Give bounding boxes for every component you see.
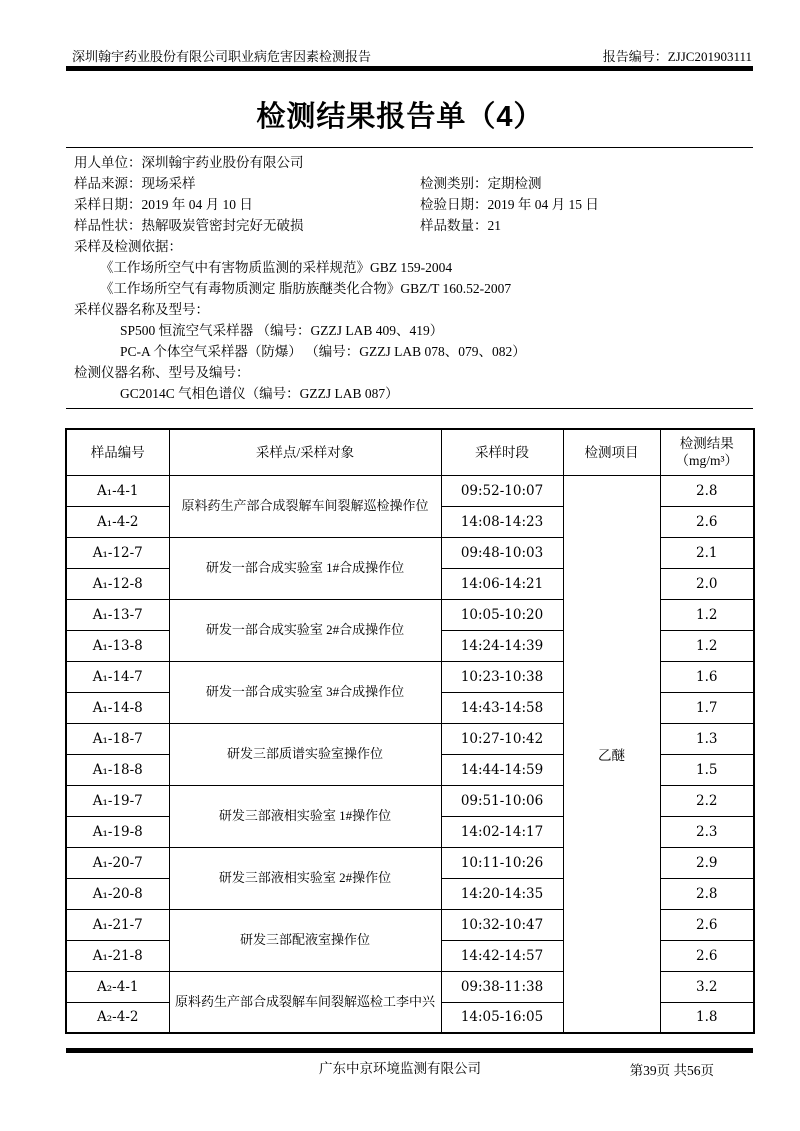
- page-title: 检测结果报告单（4）: [256, 101, 544, 133]
- result-cell: 1.2: [660, 630, 754, 661]
- page-header: [72, 46, 752, 65]
- col-header-result: 检测结果 （mg/m³）: [660, 429, 754, 475]
- sample-id-cell: A₁-20-7: [66, 847, 169, 878]
- result-cell: 2.1: [660, 537, 754, 568]
- results-table: [65, 428, 755, 1034]
- table-row: [66, 475, 754, 506]
- table-header-row: [66, 429, 754, 475]
- instrument-heading: 检测仪器名称、型号及编号：: [74, 365, 250, 380]
- sample-source-label: 样品来源：: [74, 176, 142, 191]
- sample-id-cell: A₁-21-8: [66, 940, 169, 971]
- info-row-source-category: [74, 173, 753, 194]
- footer-page-number: 第39页 共56页: [629, 1063, 714, 1078]
- result-cell: 2.9: [660, 847, 754, 878]
- result-unit: （mg/m³）: [675, 453, 739, 469]
- sample-id-cell: A₁-4-1: [66, 475, 169, 506]
- sample-id-cell: A₁-13-7: [66, 599, 169, 630]
- time-cell: 10:27-10:42: [441, 723, 563, 754]
- info-row-condition-quantity: [74, 215, 753, 236]
- col-header-sample-id: 样品编号: [66, 429, 169, 475]
- info-row-employer: [74, 152, 753, 173]
- time-cell: 14:06-14:21: [441, 568, 563, 599]
- sample-id-cell: A₁-19-8: [66, 816, 169, 847]
- info-row-dates: [74, 194, 753, 215]
- sampler-item: SP500 恒流空气采样器 （编号：GZZJ LAB 409、419）: [120, 323, 444, 338]
- result-cell: 2.3: [660, 816, 754, 847]
- result-cell: 2.0: [660, 568, 754, 599]
- time-cell: 09:38-11:38: [441, 971, 563, 1002]
- sample-id-cell: A₁-14-8: [66, 692, 169, 723]
- title-rule: [66, 147, 753, 148]
- location-cell: 原料药生产部合成裂解车间裂解巡检工李中兴: [169, 971, 441, 1033]
- sampler-item: PC-A 个体空气采样器（防爆） （编号：GZZJ LAB 078、079、082）: [120, 344, 526, 359]
- sample-id-cell: A₁-18-8: [66, 754, 169, 785]
- sample-quantity-label: 样品数量：: [420, 218, 488, 233]
- sample-condition-label: 样品性状：: [74, 218, 142, 233]
- sampling-date-value: 2019 年 04 月 10 日: [141, 197, 253, 212]
- col-header-location: 采样点/采样对象: [169, 429, 441, 475]
- time-cell: 14:08-14:23: [441, 506, 563, 537]
- test-category-value: 定期检测: [487, 176, 542, 191]
- sample-id-cell: A₁-21-7: [66, 909, 169, 940]
- location-cell: 研发三部液相实验室 1#操作位: [169, 785, 441, 847]
- location-cell: 原料药生产部合成裂解车间裂解巡检操作位: [169, 475, 441, 537]
- sample-source-value: 现场采样: [141, 176, 196, 191]
- report-number: 报告编号：ZJJC201903111: [602, 49, 752, 64]
- sample-id-cell: A₁-19-7: [66, 785, 169, 816]
- sample-id-cell: A₁-4-2: [66, 506, 169, 537]
- time-cell: 14:20-14:35: [441, 878, 563, 909]
- testing-date-value: 2019 年 04 月 15 日: [487, 197, 599, 212]
- result-cell: 1.2: [660, 599, 754, 630]
- report-name: 深圳翰宇药业股份有限公司职业病危害因素检测报告: [72, 49, 372, 64]
- result-cell: 2.6: [660, 909, 754, 940]
- time-cell: 14:24-14:39: [441, 630, 563, 661]
- col-header-time: 采样时段: [441, 429, 563, 475]
- header-rule: [66, 66, 753, 71]
- footer-rule: [66, 1048, 753, 1053]
- result-cell: 3.2: [660, 971, 754, 1002]
- sample-info-block: [74, 152, 753, 404]
- time-cell: 14:05-16:05: [441, 1002, 563, 1033]
- time-cell: 14:44-14:59: [441, 754, 563, 785]
- location-cell: 研发三部质谱实验室操作位: [169, 723, 441, 785]
- result-cell: 1.8: [660, 1002, 754, 1033]
- sample-quantity-value: 21: [487, 218, 501, 233]
- time-cell: 14:02-14:17: [441, 816, 563, 847]
- sampler-heading: 采样仪器名称及型号：: [74, 302, 209, 317]
- sample-id-cell: A₁-13-8: [66, 630, 169, 661]
- result-cell: 1.7: [660, 692, 754, 723]
- result-cell: 2.8: [660, 475, 754, 506]
- result-cell: 1.3: [660, 723, 754, 754]
- basis-heading: 采样及检测依据：: [74, 239, 182, 254]
- location-cell: 研发一部合成实验室 2#合成操作位: [169, 599, 441, 661]
- sample-id-cell: A₁-12-8: [66, 568, 169, 599]
- testing-date-label: 检验日期：: [420, 197, 488, 212]
- employer-label: 用人单位：: [74, 155, 142, 170]
- time-cell: 14:43-14:58: [441, 692, 563, 723]
- basis-item: 《工作场所空气有毒物质测定 脂肪族醚类化合物》GBZ/T 160.52-2007: [100, 281, 512, 296]
- time-cell: 09:51-10:06: [441, 785, 563, 816]
- location-cell: 研发一部合成实验室 3#合成操作位: [169, 661, 441, 723]
- result-cell: 2.6: [660, 506, 754, 537]
- sample-id-cell: A₁-20-8: [66, 878, 169, 909]
- result-cell: 2.8: [660, 878, 754, 909]
- instrument-item: GC2014C 气相色谱仪（编号：GZZJ LAB 087）: [120, 386, 399, 401]
- time-cell: 10:05-10:20: [441, 599, 563, 630]
- result-cell: 1.6: [660, 661, 754, 692]
- project-cell: 乙醚: [563, 475, 660, 1033]
- info-rule: [66, 408, 753, 409]
- time-cell: 09:52-10:07: [441, 475, 563, 506]
- sample-id-cell: A₁-12-7: [66, 537, 169, 568]
- sample-condition-value: 热解吸炭管密封完好无破损: [141, 218, 304, 233]
- result-cell: 1.5: [660, 754, 754, 785]
- location-cell: 研发一部合成实验室 1#合成操作位: [169, 537, 441, 599]
- result-cell: 2.6: [660, 940, 754, 971]
- employer-value: 深圳翰宇药业股份有限公司: [141, 155, 304, 170]
- sample-id-cell: A₂-4-1: [66, 971, 169, 1002]
- time-cell: 10:23-10:38: [441, 661, 563, 692]
- sample-id-cell: A₂-4-2: [66, 1002, 169, 1033]
- time-cell: 10:11-10:26: [441, 847, 563, 878]
- footer-company: 广东中京环境监测有限公司: [319, 1061, 481, 1076]
- time-cell: 10:32-10:47: [441, 909, 563, 940]
- time-cell: 09:48-10:03: [441, 537, 563, 568]
- test-category-label: 检测类别：: [420, 176, 488, 191]
- location-cell: 研发三部配液室操作位: [169, 909, 441, 971]
- location-cell: 研发三部液相实验室 2#操作位: [169, 847, 441, 909]
- sample-id-cell: A₁-18-7: [66, 723, 169, 754]
- basis-item: 《工作场所空气中有害物质监测的采样规范》GBZ 159-2004: [100, 260, 453, 275]
- time-cell: 14:42-14:57: [441, 940, 563, 971]
- col-header-project: 检测项目: [563, 429, 660, 475]
- sample-id-cell: A₁-14-7: [66, 661, 169, 692]
- result-cell: 2.2: [660, 785, 754, 816]
- sampling-date-label: 采样日期：: [74, 197, 142, 212]
